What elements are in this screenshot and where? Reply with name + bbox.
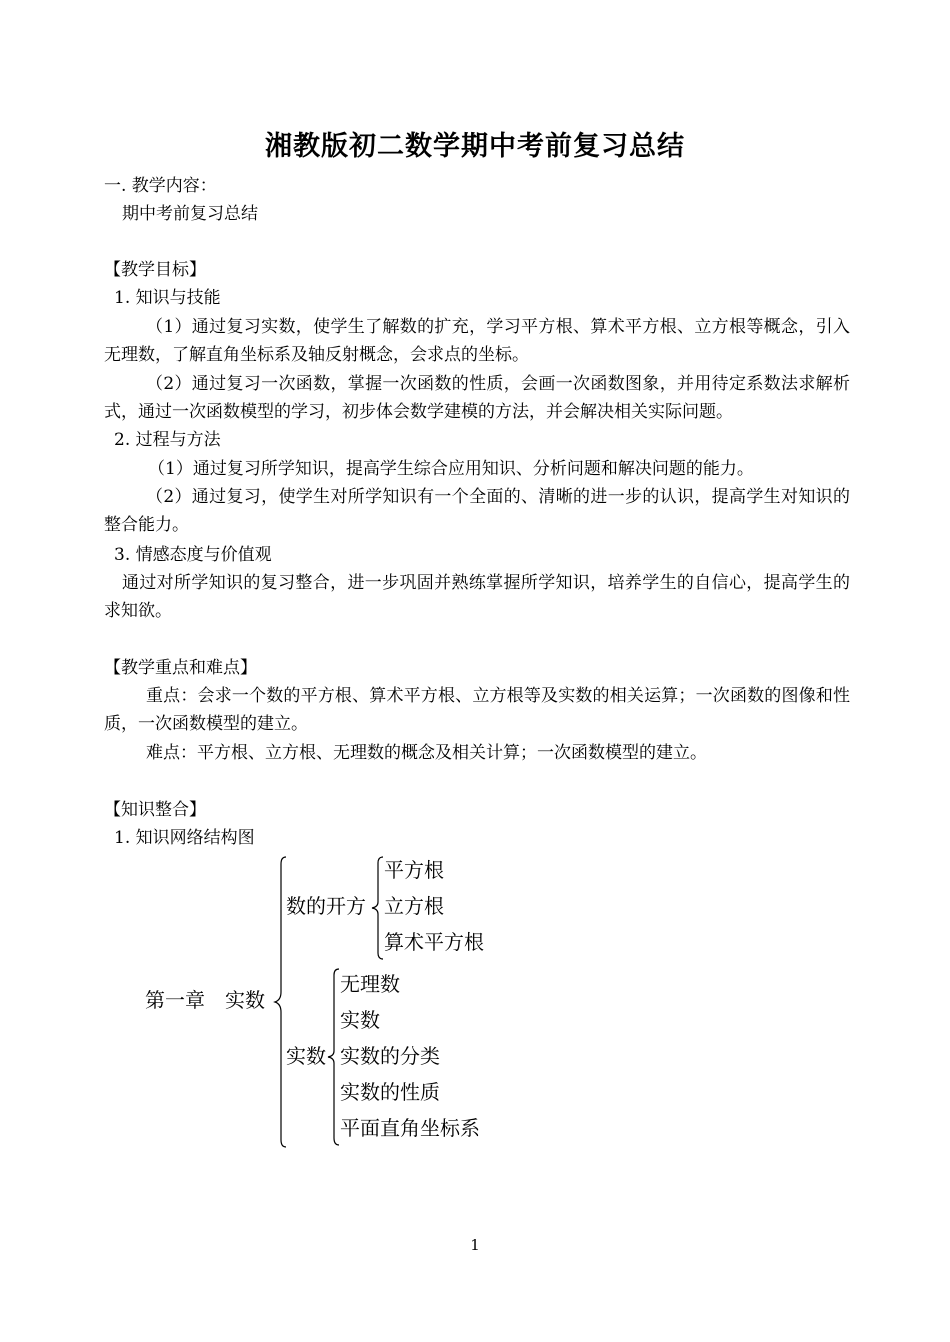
branch2-item-2: 实数 <box>340 1008 380 1032</box>
branch1-item-2: 立方根 <box>384 894 444 918</box>
integration-sub1: 1. 知识网络结构图 <box>114 828 255 848</box>
document-title: 湘教版初二数学期中考前复习总结 <box>265 131 685 162</box>
objectives-sub3: 3. 情感态度与价值观 <box>114 545 272 565</box>
section-content-text: 期中考前复习总结 <box>122 204 258 224</box>
objectives-p2: （2）通过复习一次函数，掌握一次函数的性质，会画一次函数图象，并用待定系数法求解析式，通过一次函数模型的学习，初步体会数学建模的方法，并会解决相关实际问题。 <box>104 374 850 422</box>
section-heading-content: 一. 教学内容： <box>104 176 217 196</box>
branch2-item-4: 实数的性质 <box>340 1080 440 1104</box>
branch2-item-5: 平面直角坐标系 <box>340 1116 480 1140</box>
objectives-heading: 【教学目标】 <box>104 260 206 280</box>
keypoints-p1: 重点：会求一个数的平方根、算术平方根、立方根等及实数的相关运算；一次函数的图像和性质，一次函数模型的建立。 <box>104 686 850 734</box>
branch2-item-1: 无理数 <box>340 972 400 996</box>
objectives-sub2: 2. 过程与方法 <box>114 430 221 450</box>
branch1-label: 数的开方 <box>286 894 366 918</box>
objectives-p3: （1）通过复习所学知识，提高学生综合应用知识、分析问题和解决问题的能力。 <box>148 459 754 479</box>
branch2-item-3: 实数的分类 <box>340 1044 440 1068</box>
branch1-item-1: 平方根 <box>384 858 444 882</box>
branch1-brace <box>370 856 384 960</box>
objectives-sub1: 1. 知识与技能 <box>114 288 221 308</box>
keypoints-p2: 难点：平方根、立方根、无理数的概念及相关计算；一次函数模型的建立。 <box>146 743 707 763</box>
objectives-p4: （2）通过复习，使学生对所学知识有一个全面的、清晰的进一步的认识，提高学生对知识的整合能力。 <box>104 487 850 535</box>
tree-root-label: 第一章 实数 <box>145 988 265 1012</box>
objectives-p1: （1）通过复习实数，使学生了解数的扩充，学习平方根、算术平方根、立方根等概念，引入无理数，了解直角坐标系及轴反射概念，会求点的坐标。 <box>104 317 850 365</box>
integration-heading: 【知识整合】 <box>104 800 206 820</box>
page-number: 1 <box>470 1236 480 1254</box>
branch1-item-3: 算术平方根 <box>384 930 484 954</box>
branch2-label: 实数 <box>286 1044 326 1068</box>
objectives-p5: 通过对所学知识的复习整合，进一步巩固并熟练掌握所学知识，培养学生的自信心，提高学生的求知欲。 <box>104 573 850 621</box>
branch2-brace <box>326 968 340 1146</box>
keypoints-heading: 【教学重点和难点】 <box>104 658 257 678</box>
